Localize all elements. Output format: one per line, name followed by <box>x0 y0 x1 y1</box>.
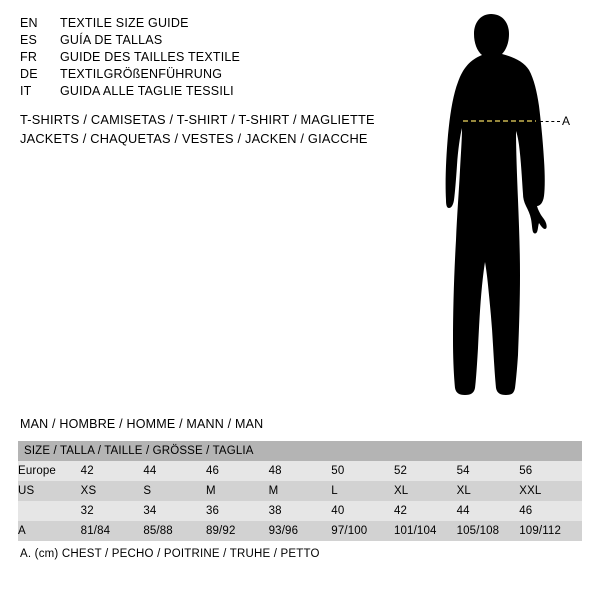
cell-europe-3: 48 <box>269 461 332 481</box>
cell-us-3: M <box>269 481 332 501</box>
cell-a-5: 101/104 <box>394 521 457 541</box>
language-row-en <box>20 16 380 33</box>
cell-europe-2: 46 <box>206 461 269 481</box>
language-text-de: TEXTILGRÖßENFÜHRUNG <box>60 67 223 81</box>
cell-europe-5: 52 <box>394 461 457 481</box>
table-row <box>18 501 582 521</box>
cell-a-2: 89/92 <box>206 521 269 541</box>
table-header-row <box>18 441 582 461</box>
language-code-it: IT <box>20 84 32 98</box>
size-table-head <box>18 441 582 461</box>
language-text-en: TEXTILE SIZE GUIDE <box>60 16 189 30</box>
cell-europe-0: 42 <box>81 461 144 481</box>
language-code-fr: FR <box>20 50 38 64</box>
language-code-es: ES <box>20 33 38 47</box>
cell-us-1: S <box>143 481 206 501</box>
language-header-block <box>20 16 380 101</box>
cell-europe-7: 56 <box>519 461 582 481</box>
language-code-en: EN <box>20 16 38 30</box>
category-tshirts: T-SHIRTS / CAMISETAS / T-SHIRT / T-SHIRT / MAGLIETTE <box>20 112 375 127</box>
language-text-it: GUIDA ALLE TAGLIE TESSILI <box>60 84 234 98</box>
cell-us-4: L <box>331 481 394 501</box>
table-row <box>18 481 582 501</box>
language-code-de: DE <box>20 67 38 81</box>
language-row-fr <box>20 50 380 67</box>
callout-label-a: A <box>562 114 571 128</box>
row-label-europe: Europe <box>18 461 81 481</box>
cell-numeric-1: 34 <box>143 501 206 521</box>
table-header-cell: SIZE / TALLA / TAILLE / GRÖSSE / TAGLIA <box>18 441 582 461</box>
cell-a-4: 97/100 <box>331 521 394 541</box>
male-silhouette-figure <box>410 10 590 400</box>
language-text-es: GUÍA DE TALLAS <box>60 33 163 47</box>
cell-numeric-7: 46 <box>519 501 582 521</box>
cell-europe-6: 54 <box>457 461 520 481</box>
cell-us-2: M <box>206 481 269 501</box>
cell-numeric-4: 40 <box>331 501 394 521</box>
language-row-es <box>20 33 380 50</box>
cell-a-1: 85/88 <box>143 521 206 541</box>
category-jackets: JACKETS / CHAQUETAS / VESTES / JACKEN / GIACCHE <box>20 131 368 146</box>
table-row <box>18 461 582 481</box>
cell-numeric-5: 42 <box>394 501 457 521</box>
cell-numeric-3: 38 <box>269 501 332 521</box>
size-table-body <box>18 461 582 541</box>
cell-us-0: XS <box>81 481 144 501</box>
cell-us-7: XXL <box>519 481 582 501</box>
row-label-a: A <box>18 521 81 541</box>
cell-a-3: 93/96 <box>269 521 332 541</box>
table-row <box>18 521 582 541</box>
cell-a-7: 109/112 <box>519 521 582 541</box>
cell-europe-1: 44 <box>143 461 206 481</box>
cell-us-5: XL <box>394 481 457 501</box>
cell-a-6: 105/108 <box>457 521 520 541</box>
size-table <box>18 441 582 541</box>
table-footnote: A. (cm) CHEST / PECHO / POITRINE / TRUHE / PETTO <box>20 548 320 560</box>
callout-dash-line <box>540 121 560 123</box>
language-row-de <box>20 67 380 84</box>
silhouette-svg <box>410 10 590 400</box>
row-label-numeric <box>18 501 81 521</box>
cell-numeric-2: 36 <box>206 501 269 521</box>
language-row-it <box>20 84 380 101</box>
row-label-us: US <box>18 481 81 501</box>
table-title-man: MAN / HOMBRE / HOMME / MANN / MAN <box>20 417 264 431</box>
cell-numeric-0: 32 <box>81 501 144 521</box>
cell-europe-4: 50 <box>331 461 394 481</box>
silhouette-path <box>446 14 547 395</box>
language-text-fr: GUIDE DES TAILLES TEXTILE <box>60 50 241 64</box>
category-block <box>20 110 440 148</box>
cell-a-0: 81/84 <box>81 521 144 541</box>
cell-numeric-6: 44 <box>457 501 520 521</box>
cell-us-6: XL <box>457 481 520 501</box>
